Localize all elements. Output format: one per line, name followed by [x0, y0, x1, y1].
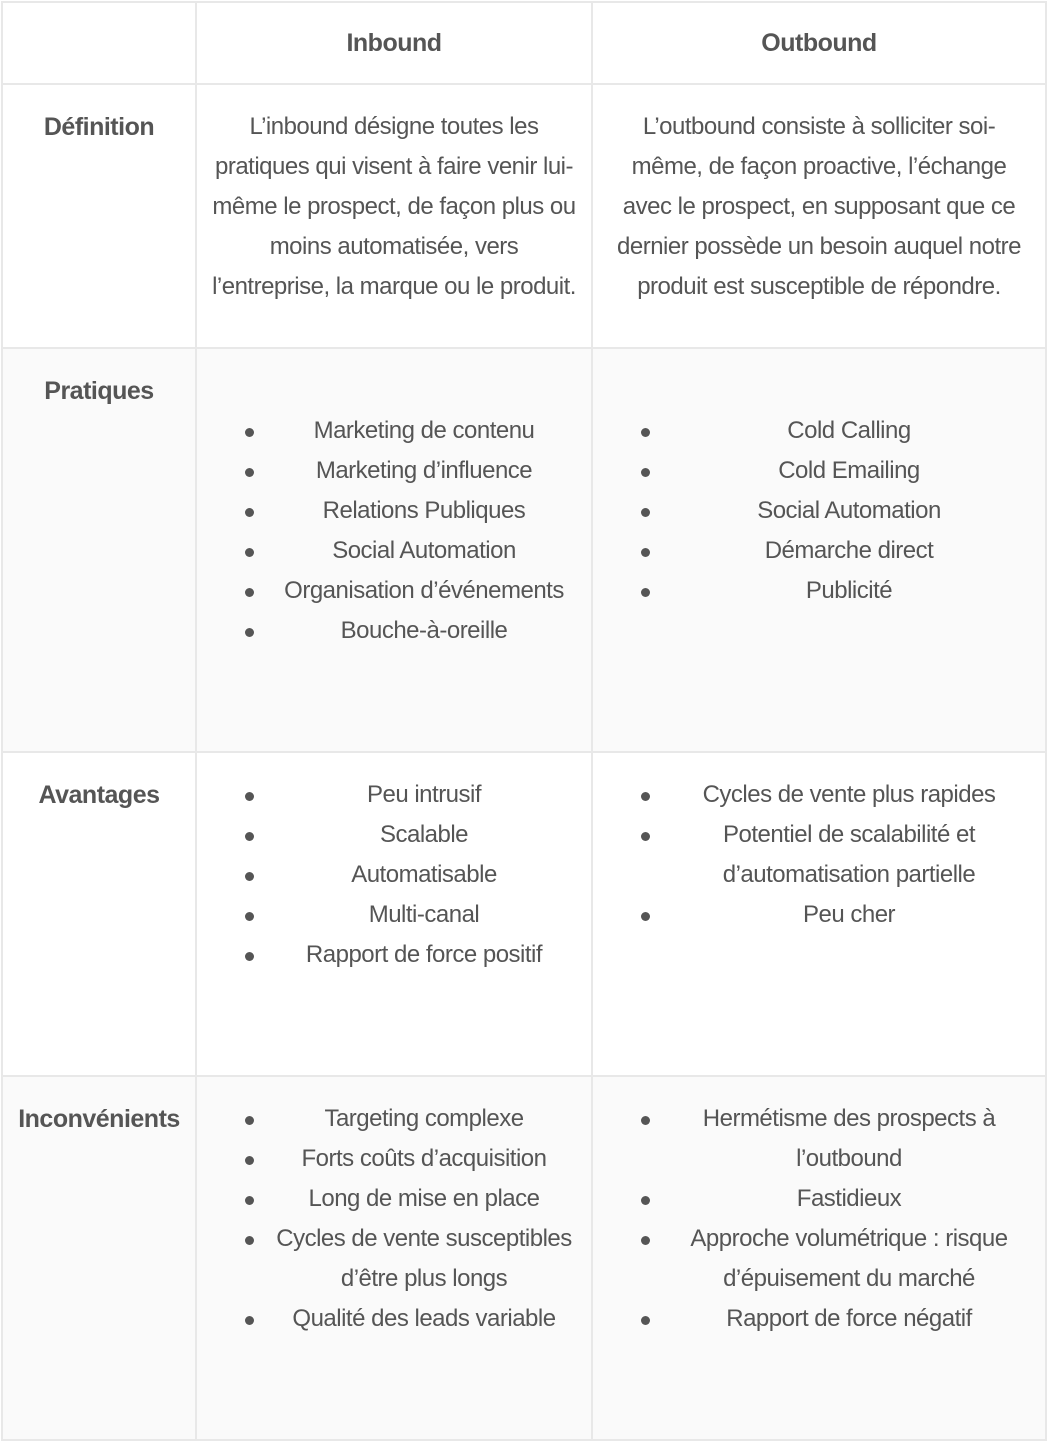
list-item: Cycles de vente plus rapides — [593, 775, 1045, 815]
list-item: Forts coûts d’acquisition — [197, 1139, 591, 1179]
list-item: Rapport de force positif — [197, 935, 591, 975]
list-item: Marketing d’influence — [197, 451, 591, 491]
list-item: Peu intrusif — [197, 775, 591, 815]
list-item: Scalable — [197, 815, 591, 855]
pratiques-outbound-cell — [592, 348, 1046, 752]
list-item: Social Automation — [197, 531, 591, 571]
row-label-pratiques: Pratiques — [2, 348, 196, 752]
list-item: Automatisable — [197, 855, 591, 895]
list-item: Long de mise en place — [197, 1179, 591, 1219]
inconvenients-outbound-cell — [592, 1076, 1046, 1440]
inconvenients-outbound-list — [593, 1077, 1045, 1339]
comparison-table — [1, 1, 1047, 1441]
avantages-inbound-list — [197, 753, 591, 975]
list-item: Peu cher — [593, 895, 1045, 935]
list-item: Potentiel de scalabilité et d’automatisation partielle — [593, 815, 1045, 895]
row-avantages — [2, 752, 1046, 1076]
list-item: Hermétisme des prospects à l’outbound — [593, 1099, 1045, 1179]
row-definition — [2, 84, 1046, 348]
list-item: Marketing de contenu — [197, 411, 591, 451]
row-inconvenients — [2, 1076, 1046, 1440]
avantages-outbound-cell — [592, 752, 1046, 1076]
pratiques-inbound-list — [197, 349, 591, 651]
inconvenients-inbound-cell — [196, 1076, 592, 1440]
header-row — [2, 2, 1046, 84]
list-item: Fastidieux — [593, 1179, 1045, 1219]
list-item: Organisation d’événements — [197, 571, 591, 611]
header-outbound: Outbound — [592, 2, 1046, 84]
avantages-inbound-cell — [196, 752, 592, 1076]
pratiques-outbound-list — [593, 349, 1045, 611]
list-item: Bouche-à-oreille — [197, 611, 591, 651]
row-pratiques — [2, 348, 1046, 752]
definition-outbound: L’outbound consiste à solliciter soi-même, de façon proactive, l’échange avec le prospect, en supposant que ce dernier possède un besoin auquel notre produit est susceptible de répondre. — [592, 84, 1046, 348]
list-item: Social Automation — [593, 491, 1045, 531]
list-item: Qualité des leads variable — [197, 1299, 591, 1339]
list-item: Démarche direct — [593, 531, 1045, 571]
list-item: Cold Emailing — [593, 451, 1045, 491]
list-item: Multi-canal — [197, 895, 591, 935]
list-item: Cold Calling — [593, 411, 1045, 451]
header-inbound: Inbound — [196, 2, 592, 84]
row-label-avantages: Avantages — [2, 752, 196, 1076]
avantages-outbound-list — [593, 753, 1045, 935]
list-item: Approche volumétrique : risque d’épuisement du marché — [593, 1219, 1045, 1299]
list-item: Cycles de vente susceptibles d’être plus longs — [197, 1219, 591, 1299]
list-item: Rapport de force négatif — [593, 1299, 1045, 1339]
definition-inbound: L’inbound désigne toutes les pratiques qui visent à faire venir lui-même le prospect, de façon plus ou moins automatisée, vers l’entreprise, la marque ou le produit. — [196, 84, 592, 348]
list-item: Publicité — [593, 571, 1045, 611]
pratiques-inbound-cell — [196, 348, 592, 752]
row-label-inconvenients: Inconvénients — [2, 1076, 196, 1440]
corner-cell — [2, 2, 196, 84]
inconvenients-inbound-list — [197, 1077, 591, 1339]
list-item: Targeting complexe — [197, 1099, 591, 1139]
row-label-definition: Définition — [2, 84, 196, 348]
list-item: Relations Publiques — [197, 491, 591, 531]
